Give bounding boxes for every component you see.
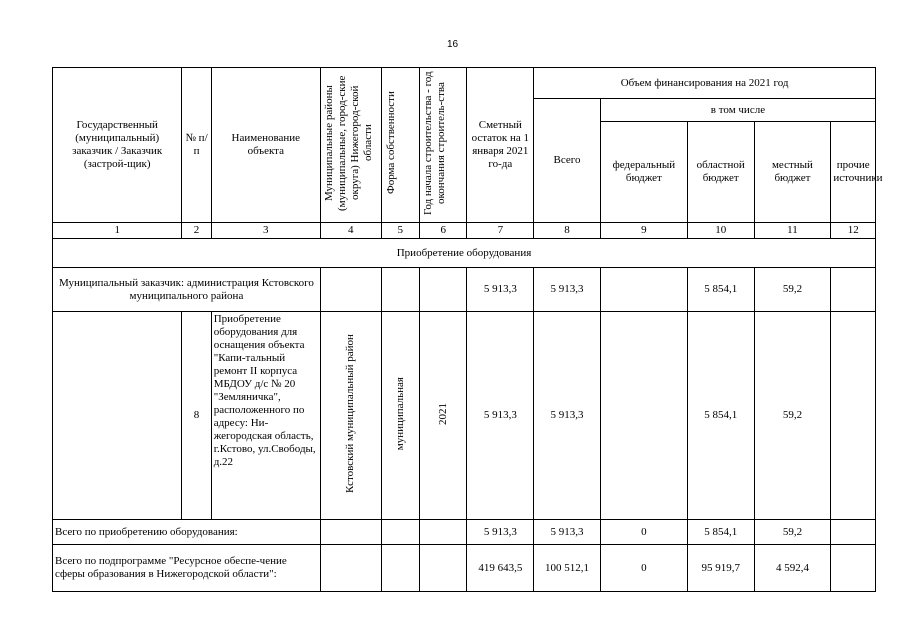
object-regional: 5 854,1: [687, 312, 754, 520]
col-number: 11: [754, 223, 831, 239]
column-number-row: [53, 223, 876, 239]
program-total: 100 512,1: [534, 545, 601, 592]
object-district: Кстовский муниципальный район: [320, 312, 381, 520]
header-districts: Муниципальные районы (муниципальные, город-ские округа) Нижегород-ской области: [320, 68, 381, 223]
col-number: 10: [687, 223, 754, 239]
object-year: 2021: [419, 312, 467, 520]
col-number: 6: [419, 223, 467, 239]
col-number: 4: [320, 223, 381, 239]
header-federal: федеральный бюджет: [600, 122, 687, 223]
section-row: [53, 239, 876, 268]
program-other: [831, 545, 876, 592]
subtotal-ownership: [381, 520, 419, 545]
customer-label: Муниципальный заказчик: администрация Кстовского муниципального района: [53, 268, 321, 312]
subtotal-estimate: 5 913,3: [467, 520, 534, 545]
subtotal-row: [53, 520, 876, 545]
program-federal: 0: [600, 545, 687, 592]
object-total: 5 913,3: [534, 312, 601, 520]
object-other: [831, 312, 876, 520]
object-num: 8: [182, 312, 211, 520]
program-ownership: [381, 545, 419, 592]
object-ownership: муниципальная: [381, 312, 419, 520]
col-number: 2: [182, 223, 211, 239]
header-object-name: Наименование объекта: [211, 68, 320, 223]
object-customer: [53, 312, 182, 520]
program-total-row: [53, 545, 876, 592]
object-federal: [600, 312, 687, 520]
header-row-1: [53, 68, 876, 99]
program-label: Всего по подпрограмме "Ресурсное обеспе-чение сферы образования в Нижегородской области":: [53, 545, 321, 592]
col-number: 7: [467, 223, 534, 239]
subtotal-total: 5 913,3: [534, 520, 601, 545]
object-local: 59,2: [754, 312, 831, 520]
col-number: 3: [211, 223, 320, 239]
subtotal-federal: 0: [600, 520, 687, 545]
object-estimate: 5 913,3: [467, 312, 534, 520]
program-local: 4 592,4: [754, 545, 831, 592]
customer-year: [419, 268, 467, 312]
col-number: 8: [534, 223, 601, 239]
header-total: Всего: [534, 99, 601, 223]
header-customer: Государственный (муниципальный) заказчик / Заказчик (застрой-щик): [53, 68, 182, 223]
subtotal-district: [320, 520, 381, 545]
header-financing: Объем финансирования на 2021 год: [534, 68, 876, 99]
program-year: [419, 545, 467, 592]
header-including: в том числе: [600, 99, 875, 122]
object-name: Приобретение оборудования для оснащения объекта "Капи-тальный ремонт II корпуса МБДОУ д/с № 20 "Земляничка", расположенного по адресу: Ни-жегородская область, г.Кстово, ул.Свободы, д.22: [211, 312, 320, 520]
customer-local: 59,2: [754, 268, 831, 312]
program-district: [320, 545, 381, 592]
program-estimate: 419 643,5: [467, 545, 534, 592]
financing-table: [52, 67, 883, 592]
subtotal-label: Всего по приобретению оборудования:: [53, 520, 321, 545]
customer-federal: [600, 268, 687, 312]
col-number: 1: [53, 223, 182, 239]
subtotal-year: [419, 520, 467, 545]
col-number: 5: [381, 223, 419, 239]
subtotal-local: 59,2: [754, 520, 831, 545]
section-title: Приобретение оборудования: [53, 239, 876, 268]
header-regional: областной бюджет: [687, 122, 754, 223]
customer-row: [53, 268, 876, 312]
header-other: прочие источники: [831, 122, 876, 223]
header-ownership: Форма собственности: [381, 68, 419, 223]
header-estimate: Сметный остаток на 1 января 2021 го-да: [467, 68, 534, 223]
customer-regional: 5 854,1: [687, 268, 754, 312]
page-number: 16: [446, 39, 459, 50]
subtotal-regional: 5 854,1: [687, 520, 754, 545]
customer-ownership: [381, 268, 419, 312]
header-years: Год начала строительства - год окончания строитель-ства: [419, 68, 467, 223]
customer-estimate: 5 913,3: [467, 268, 534, 312]
customer-total: 5 913,3: [534, 268, 601, 312]
col-number: 12: [831, 223, 876, 239]
customer-other: [831, 268, 876, 312]
subtotal-other: [831, 520, 876, 545]
program-regional: 95 919,7: [687, 545, 754, 592]
header-local: местный бюджет: [754, 122, 831, 223]
col-number: 9: [600, 223, 687, 239]
header-num: № п/п: [182, 68, 211, 223]
customer-district: [320, 268, 381, 312]
object-row: [53, 312, 876, 520]
